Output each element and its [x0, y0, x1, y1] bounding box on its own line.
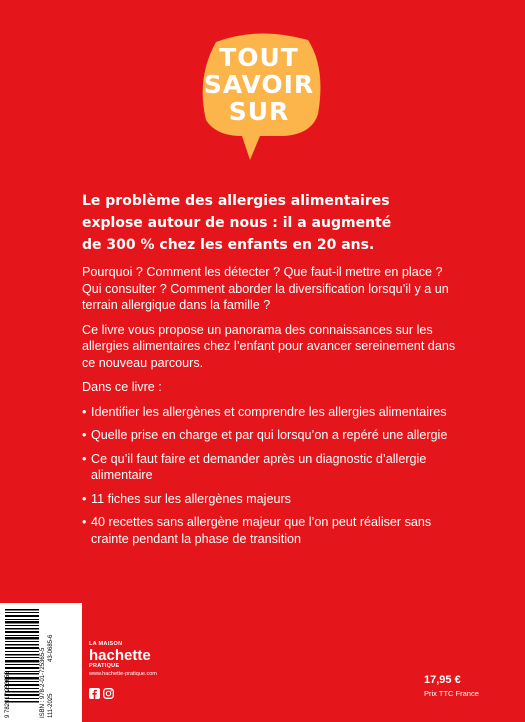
headline-line: de 300 % chez les enfants en 20 ans.	[82, 237, 375, 253]
description	[82, 264, 462, 554]
paragraph: Ce livre vous propose un panorama des connaissances sur les allergies alimentaires chez l’enfant pour avancer sereinement dans ce nouveau parcours.	[82, 322, 456, 370]
publisher-name: hachette	[89, 647, 151, 664]
facebook-icon[interactable]	[89, 686, 100, 697]
paragraph: Pourquoi ? Comment les détecter ? Que faut-il mettre en place ? Qui consulter ? Comment aborder la diversification lorsqu’il y a un terrain allergique dans la famille ?	[82, 265, 449, 312]
badge-line: SAVOIR	[203, 70, 315, 99]
paragraph: Dans ce livre :	[82, 380, 162, 394]
badge-line: SUR	[228, 97, 290, 126]
headline	[82, 190, 462, 256]
headline-line: Le problème des allergies alimentaires	[82, 193, 390, 209]
list-item: • Identifier les allergènes et comprendre les allergies alimentaires	[82, 404, 462, 421]
price-note: Prix TTC France	[424, 689, 479, 698]
headline-line: explose autour de nous : il a augmenté	[82, 215, 392, 231]
list-item: • 40 recettes sans allergène majeur que l’on peut réaliser sans crainte pendant la phase de transition	[82, 514, 462, 547]
price-block	[424, 674, 479, 698]
isbn: ISBN : 978-2-01-725365-5	[40, 647, 46, 718]
list-item: • 11 fiches sur les allergènes majeurs	[82, 491, 462, 508]
list-item: • Ce qu’il faut faire et demander après un diagnostic d’allergie alimentaire	[82, 451, 462, 484]
badge-line: TOUT	[219, 43, 299, 72]
social-icons	[89, 686, 114, 697]
publisher-url: www.hachette-pratique.com	[89, 671, 157, 677]
publisher-logo	[89, 641, 189, 677]
edition-code: 111-2025	[48, 693, 54, 718]
list-item: • Quelle prise en charge et par qui lorsqu’on a repéré une allergie	[82, 427, 462, 444]
instagram-icon[interactable]	[103, 686, 114, 697]
tout-savoir-sur-badge	[198, 28, 330, 168]
price-value: 17,95 €	[424, 674, 461, 686]
product-code: 43-0685-6	[48, 634, 54, 662]
contents-list	[82, 404, 462, 548]
barcode-number: 9 782017 253655	[5, 671, 11, 718]
barcode-panel	[0, 603, 82, 722]
badge-title	[198, 44, 320, 125]
publisher-prefix: LA MAISON	[89, 641, 123, 647]
publisher-imprint: PRATIQUE	[89, 663, 120, 669]
